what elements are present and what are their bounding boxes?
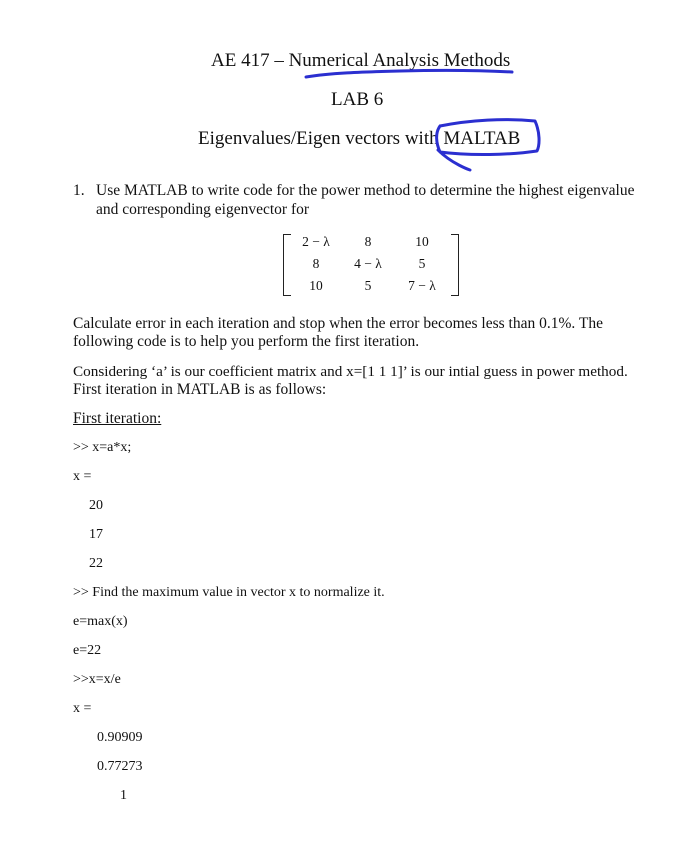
question-line-2: and corresponding eigenvector for [96, 201, 310, 218]
command-2: >> Find the maximum value in vector x to normalize it. [73, 585, 385, 600]
lab-title: LAB 6 [331, 89, 384, 110]
matrix-left-bracket [283, 234, 291, 296]
paragraph-1-line-2: following code is to help you perform the first iteration. [73, 333, 420, 350]
output-1-value-2: 17 [89, 527, 103, 542]
first-iteration-heading-text: First iteration: [73, 410, 162, 427]
question-number: 1. [73, 182, 85, 199]
matrix-cell-r3c2: 5 [364, 278, 372, 293]
topic-title: Eigenvalues/Eigen vectors with MALTAB [198, 128, 521, 149]
question-line-1: Use MATLAB to write code for the power method to determine the highest eigenvalue [96, 182, 635, 199]
matrix-cell-r3c1: 10 [309, 278, 323, 293]
paragraph-2-line-2: First iteration in MATLAB is as follows: [73, 381, 327, 398]
matrix-cell-r1c3: 10 [415, 234, 429, 249]
output-4-value-1: 0.90909 [97, 730, 143, 745]
output-4-value-3: 1 [120, 788, 127, 803]
paragraph-2-line-1: Considering ‘a’ is our coefficient matrix and x=[1 1 1]’ is our intial guess in power method. [73, 363, 628, 380]
matrix-cell-r1c1: 2 − λ [302, 234, 330, 249]
first-iteration-heading [73, 410, 161, 428]
output-1-label: x = [73, 469, 92, 484]
command-1: >> x=a*x; [73, 440, 132, 455]
paragraph-1-line-1: Calculate error in each iteration and stop when the error becomes less than 0.1%. The [73, 315, 603, 332]
output-3: e=22 [73, 643, 102, 658]
matrix-cell-r2c2: 4 − λ [354, 256, 382, 271]
output-1-value-1: 20 [89, 498, 103, 513]
coefficient-matrix [283, 232, 459, 296]
output-1-value-3: 22 [89, 556, 103, 571]
matrix-right-bracket [451, 234, 459, 296]
output-4-value-2: 0.77273 [97, 759, 143, 774]
matrix-cell-r3c3: 7 − λ [408, 278, 436, 293]
matrix-cell-r1c2: 8 [364, 234, 372, 249]
command-4: >>x=x/e [73, 672, 121, 687]
course-title: AE 417 – Numerical Analysis Methods [211, 50, 511, 71]
matrix-cell-r2c3: 5 [418, 256, 426, 271]
matrix-cell-r2c1: 8 [312, 256, 320, 271]
output-4-label: x = [73, 701, 92, 716]
command-3: e=max(x) [73, 614, 128, 629]
